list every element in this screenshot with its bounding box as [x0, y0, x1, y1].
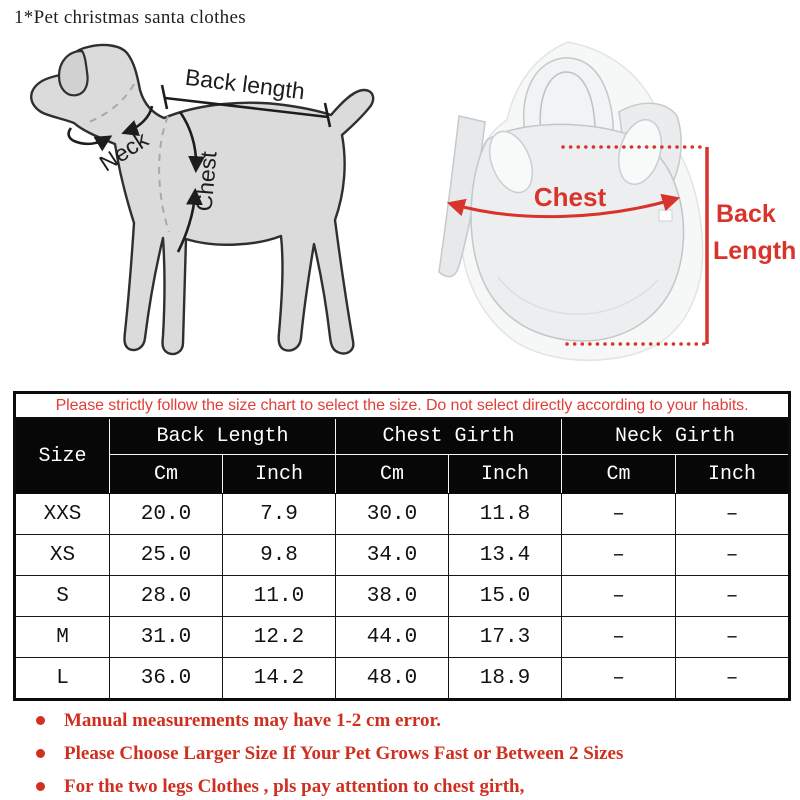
group-header-chest-girth: Chest Girth [336, 418, 562, 455]
table-row [15, 658, 790, 700]
page-title: 1*Pet christmas santa clothes [14, 7, 246, 28]
value-cell: – [562, 576, 676, 617]
bullet-icon [36, 716, 45, 725]
table-row [15, 494, 790, 535]
size-warning-banner: Please strictly follow the size chart to select the size. Do not select directly according to your habits. [15, 393, 790, 419]
col-header-size: Size [15, 418, 110, 494]
value-cell: 31.0 [110, 617, 223, 658]
value-cell: 12.2 [223, 617, 336, 658]
back-label: Back [716, 200, 776, 228]
value-cell: 9.8 [223, 535, 336, 576]
value-cell: 11.0 [223, 576, 336, 617]
value-cell: 34.0 [336, 535, 449, 576]
group-header-back-length: Back Length [110, 418, 336, 455]
value-cell: 13.4 [449, 535, 562, 576]
unit-header-neck-inch: Inch [676, 455, 790, 494]
value-cell: 20.0 [110, 494, 223, 535]
value-cell: – [676, 658, 790, 700]
value-cell: 28.0 [110, 576, 223, 617]
group-header-neck-girth: Neck Girth [562, 418, 790, 455]
value-cell: 15.0 [449, 576, 562, 617]
length-label: Length [713, 237, 797, 265]
table-row [15, 576, 790, 617]
note-text: Please Choose Larger Size If Your Pet Grows Fast or Between 2 Sizes [64, 742, 624, 764]
chest-label: Chest [190, 150, 222, 213]
value-cell: 25.0 [110, 535, 223, 576]
value-cell: 11.8 [449, 494, 562, 535]
value-cell: 14.2 [223, 658, 336, 700]
value-cell: 38.0 [336, 576, 449, 617]
bullet-icon [36, 749, 45, 758]
table-header [15, 393, 790, 494]
bullet-icon [36, 782, 45, 791]
table-row [15, 535, 790, 576]
dog-ear [59, 51, 88, 95]
table-row [15, 617, 790, 658]
neck-label: Neck [94, 126, 153, 177]
unit-header-neck-cm: Cm [562, 455, 676, 494]
value-cell: – [562, 658, 676, 700]
note-line [14, 704, 794, 737]
size-cell: XXS [15, 494, 110, 535]
value-cell: 7.9 [223, 494, 336, 535]
unit-header-chest-inch: Inch [449, 455, 562, 494]
size-cell: XS [15, 535, 110, 576]
value-cell: – [562, 617, 676, 658]
value-cell: 17.3 [449, 617, 562, 658]
garment-tag [659, 210, 672, 221]
value-cell: 30.0 [336, 494, 449, 535]
dog-measurement-diagram [28, 40, 413, 372]
value-cell: – [676, 535, 790, 576]
size-cell: L [15, 658, 110, 700]
chest-measure-label: Chest [533, 182, 607, 212]
value-cell: 18.9 [449, 658, 562, 700]
note-line [14, 770, 794, 800]
back-length-label: Back length [183, 63, 307, 105]
value-cell: – [676, 576, 790, 617]
value-cell: 36.0 [110, 658, 223, 700]
unit-header-back-cm: Cm [110, 455, 223, 494]
value-cell: 48.0 [336, 658, 449, 700]
garment-measurement-diagram [423, 22, 800, 380]
size-cell: S [15, 576, 110, 617]
value-cell: – [562, 494, 676, 535]
table-body [15, 494, 790, 700]
note-line [14, 737, 794, 770]
note-text: Manual measurements may have 1-2 cm error. [64, 709, 441, 731]
size-chart-table [13, 391, 791, 701]
unit-header-chest-cm: Cm [336, 455, 449, 494]
size-cell: M [15, 617, 110, 658]
value-cell: – [676, 617, 790, 658]
unit-header-back-inch: Inch [223, 455, 336, 494]
value-cell: – [562, 535, 676, 576]
note-text: For the two legs Clothes , pls pay attention to chest girth, [64, 775, 525, 797]
value-cell: – [676, 494, 790, 535]
notes-section [14, 704, 794, 800]
value-cell: 44.0 [336, 617, 449, 658]
